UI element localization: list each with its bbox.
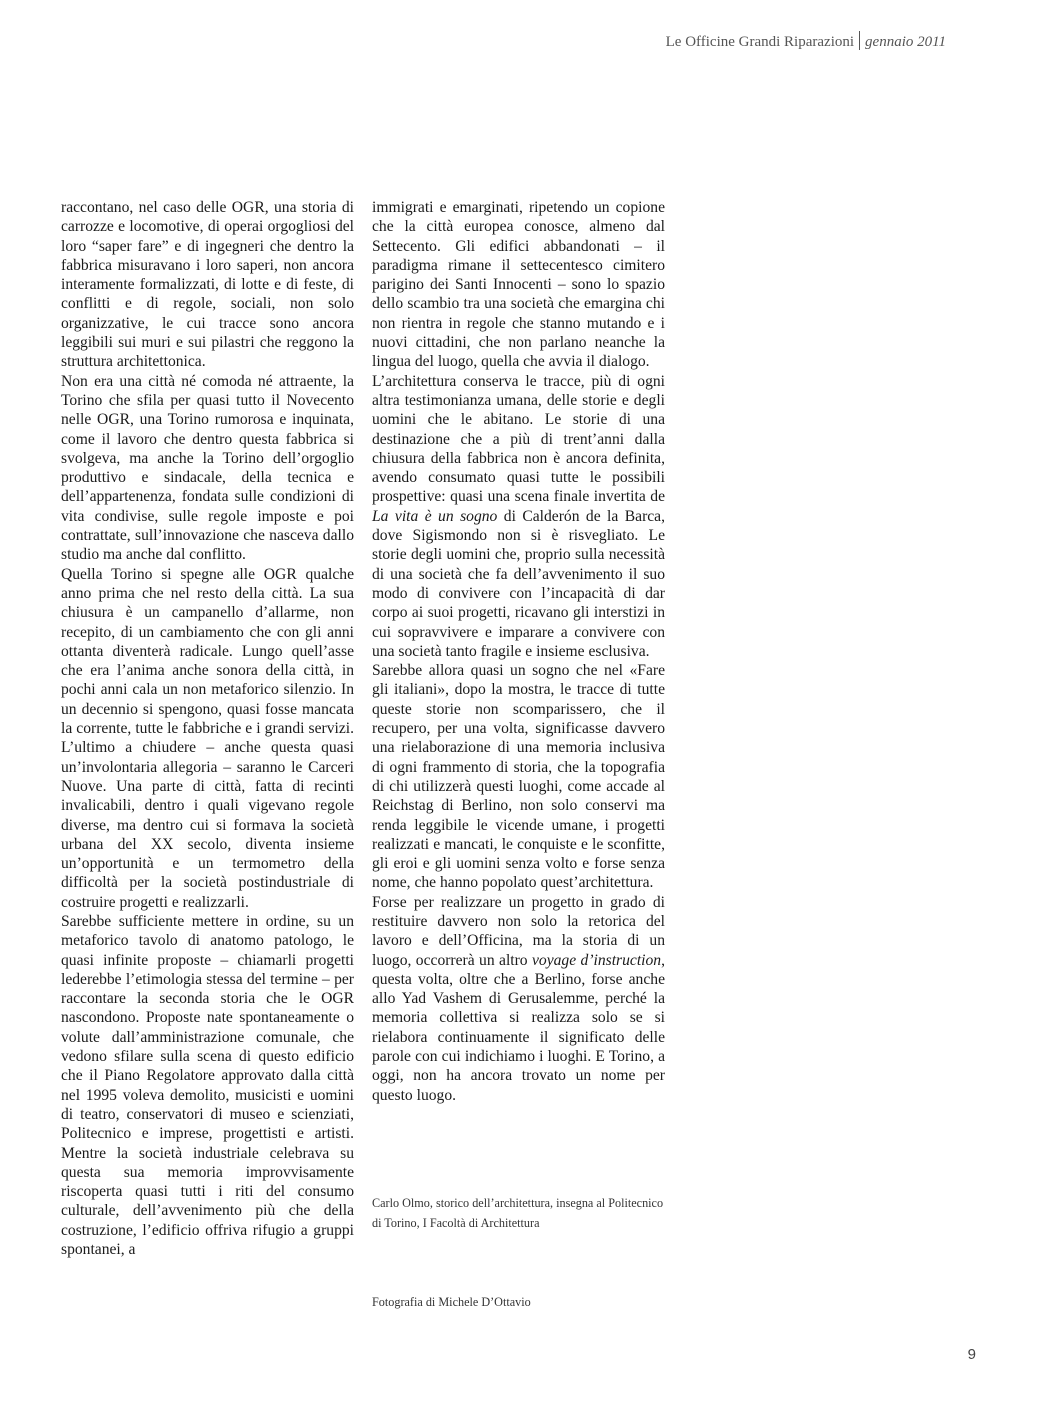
paragraph [372, 372, 665, 661]
italic-term: voyage d’instruction [531, 951, 662, 969]
work-title: La vita è un sogno [372, 507, 498, 525]
paragraph-text: , questa volta, oltre che a Berlino, forse anche allo Yad Vashem di Gerusalemme, perché la memoria collettiva si realizza solo se si rielabora continuamente il significato delle parole con cui indichiamo i luoghi. E Torino, a oggi, non ha ancora trovato un nome per questo luogo. [372, 951, 665, 1104]
paragraph-text: L’architettura conserva le tracce, più di ogni altra testimonianza umana, delle storie e degli uomini che le abitano. Le storie di una destinazione che a più di trent’anni dalla chiusura della fabbrica non è ancora definita, avendo consumato quasi tutte le possibili prospettive: quasi una scena finale invertita de [372, 372, 665, 506]
paragraph: Sarebbe sufficiente mettere in ordine, su un metaforico tavolo di anatomo patologo, le quasi infinite proposte – chiamarli progetti lederebbe l’etimologia stessa del termine – per raccontare la seconda storia che le OGR nascondono. Proposte nate spontaneamente o volute dall’amministrazione comunale, che vedono sfilare sulla scena di questo edificio che il Piano Regolatore approvato dalla città nel 1995 voleva demolito, musicisti e uomini di teatro, conservatori di museo e scienziati, Politecnico e imprese, progettisti e artisti. Mentre la società industriale celebrava su questa sua memoria improvvisamente riscoperta quasi tutti i riti del consumo culturale, dell’avvenimento più che della costruzione, l’edificio offriva rifugio a gruppi spontanei, a [61, 912, 354, 1259]
page-number: 9 [967, 1346, 976, 1363]
paragraph: immigrati e emarginati, ripetendo un copione che la città europea conosce, almeno dal Settecento. Gli edifici abbandonati – il paradigma rimane il settecentesco cimitero parigino dei Santi Innocenti – sono lo spazio dello scambio tra una società che emargina chi non rientra in regole che stanno mutando e i nuovi cittadini, che non parlano neanche la lingua del luogo, quella che avvia il dialogo. [372, 199, 665, 371]
running-header [666, 31, 946, 51]
right-column [372, 198, 665, 1105]
left-column [61, 198, 354, 1259]
paragraph: Sarebbe allora quasi un sogno che nel «Fare gli italiani», dopo la mostra, le tracce di tutte queste storie non scomparissero, che il recupero, per una volta, significasse davvero una rielaborazione di una memoria inclusiva di ogni frammento di storia, che la topografia di chi utilizzerà questi luoghi, come accade al Reichstag di Berlino, non solo conservi ma renda leggibile le vicende umane, i progetti realizzati e mancati, le conquiste e le sconfitte, gli eroi e gli uomini senza volto e forse senza nome, che hanno popolato quest’architettura. [372, 662, 665, 892]
photo-credit: Fotografia di Michele D’Ottavio [372, 1295, 531, 1309]
header-divider [859, 31, 860, 50]
author-credit: Carlo Olmo, storico dell’architettura, insegna al Politecnico di Torino, I Facoltà di Architettura [372, 1196, 664, 1230]
issue-date: gennaio 2011 [865, 34, 946, 50]
paragraph: Quella Torino si spegne alle OGR qualche anno prima che nel resto della città. La sua chiusura è un campanello d’allarme, non recepito, di un cambiamento che con gli anni ottanta diventerà radicale. Lungo quell’asse che era l’anima anche sonora della città, in pochi anni cala un non metaforico silenzio. In un decennio si spengono, quasi fosse mancata la corrente, tutte le fabbriche e i grandi servizi. L’ultimo a chiudere – anche questa quasi un’involontaria allegoria – saranno le Carceri Nuove. Una parte di città, fatta di recinti invalicabili, dentro i quali vigevano regole diverse, ma dentro cui si formava la società urbana del XX secolo, diventa insieme un’opportunità e un termometro della difficoltà per la società postindustriale di costruire progetti e realizzarli. [61, 565, 354, 911]
publication-title: Le Officine Grandi Riparazioni [665, 34, 855, 50]
paragraph: raccontano, nel caso delle OGR, una storia di carrozze e locomotive, di operai orgogliosi del loro “saper fare” e di ingegneri che dentro la fabbrica misuravano i loro saperi, non ancora interamente formalizzati, di lotte e di feste, di conflitti e di regole, sociali, non solo organizzative, le cui tracce sono ancora leggibili sui muri e sui pilastri che reggono la struttura architettonica. [61, 199, 354, 371]
paragraph-text: di Calderón de la Barca, dove Sigismondo non si è risvegliato. Le storie degli uomini che, proprio sulla necessità di una società che fa dell’avvenimento il suo modo di convivere con l’incapacità di dar corpo ai suoi progetti, ricavano gli interstizi in cui sopravvivere e imparare a convivere con una società tanto fragile e insieme esclusiva. [372, 507, 665, 660]
paragraph: Non era una città né comoda né attraente, la Torino che sfila per quasi tutto il Novecento nelle OGR, una Torino rumorosa e inquinata, come il lavoro che dentro questa fabbrica si svolgeva, ma anche la Torino dell’orgoglio produttivo e sindacale, della tecnica e dell’appartenenza, fondata sulle condizioni di vita condivise, sulle regole imposte e poi contrattate, sull’innovazione che nasceva dallo studio ma anche dal conflitto. [61, 372, 354, 564]
paragraph [372, 893, 665, 1105]
paragraph-text: Forse per realizzare un progetto in grado di restituire davvero non solo la retorica del lavoro e dell’Officina, ma la storia di un luogo, occorrerà un altro [372, 893, 665, 969]
